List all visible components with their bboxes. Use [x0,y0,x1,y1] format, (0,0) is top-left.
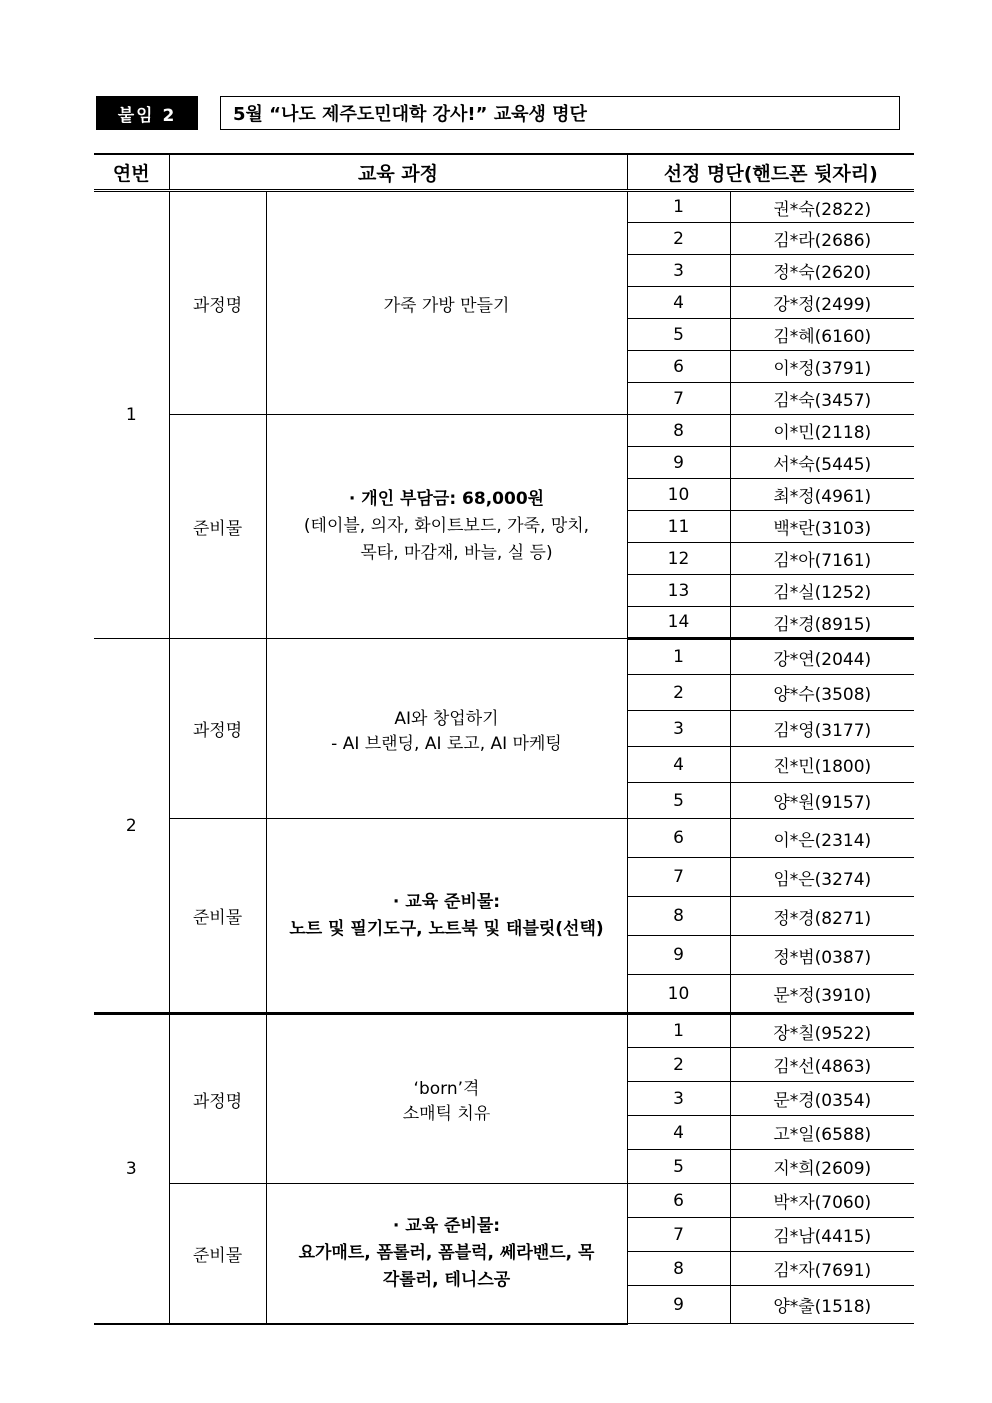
student-name: 문*정(3910) [730,975,914,1014]
table-row [94,1014,914,1048]
student-name: 서*숙(5445) [730,447,914,479]
table-row [94,819,914,858]
student-no: 5 [627,319,730,351]
table-header-row [94,154,914,191]
attachment-badge-text: 붙임 2 [117,105,177,126]
student-no: 12 [627,543,730,575]
student-no: 1 [627,191,730,223]
prep-content [266,819,627,1014]
prep-label: 준비물 [169,415,266,639]
prep-content [266,415,627,639]
header-no: 연번 [94,154,169,191]
student-no: 5 [627,783,730,819]
prep-line: 요가매트, 폼롤러, 폼블럭, 쎄라밴드, 목 [298,1242,595,1263]
student-no: 10 [627,975,730,1014]
student-name: 정*숙(2620) [730,255,914,287]
course-name [266,1014,627,1184]
student-no: 9 [627,447,730,479]
course-line: AI와 창업하기 [394,708,499,729]
student-name: 양*출(1518) [730,1286,914,1324]
prep-label: 준비물 [169,1184,266,1324]
student-no: 4 [627,287,730,319]
student-name: 김*숙(3457) [730,383,914,415]
student-no: 1 [627,639,730,675]
course-name [266,639,627,819]
prep-label: 준비물 [169,819,266,1014]
student-name: 임*은(3274) [730,858,914,897]
section-no: 2 [94,639,169,1014]
prep-line: (테이블, 의자, 화이트보드, 가죽, 망치, [303,516,590,536]
prep-line: · 교육 준비물: [392,891,501,912]
student-no: 3 [627,1082,730,1116]
student-no: 2 [627,675,730,711]
section-no: 1 [94,191,169,639]
student-name: 김*혜(6160) [730,319,914,351]
student-name: 강*연(2044) [730,639,914,675]
roster-table [94,153,914,1325]
document-title [220,96,900,130]
student-name: 문*경(0354) [730,1082,914,1116]
student-name: 이*민(2118) [730,415,914,447]
student-no: 8 [627,897,730,936]
student-name: 김*경(8915) [730,607,914,639]
student-no: 3 [627,711,730,747]
student-no: 2 [627,1048,730,1082]
student-no: 13 [627,575,730,607]
student-no: 10 [627,479,730,511]
student-no: 9 [627,1286,730,1324]
prep-line: · 교육 준비물: [392,1215,501,1236]
student-no: 7 [627,1218,730,1252]
course-line: 소매틱 치유 [402,1104,491,1124]
student-name: 강*정(2499) [730,287,914,319]
student-no: 11 [627,511,730,543]
prep-line: 노트 및 필기도구, 노트북 및 태블릿(선택) [289,918,604,939]
course-name: 가죽 가방 만들기 [266,191,627,415]
header-selected: 선정 명단(핸드폰 뒷자리) [627,154,914,191]
student-name: 김*자(7691) [730,1252,914,1286]
student-name: 박*자(7060) [730,1184,914,1218]
student-name: 백*란(3103) [730,511,914,543]
student-no: 6 [627,1184,730,1218]
prep-line: 목타, 마감재, 바늘, 실 등) [360,543,553,563]
student-no: 4 [627,1116,730,1150]
table-row [94,639,914,675]
course-line: ‘born’격 [413,1079,480,1099]
student-no: 2 [627,223,730,255]
student-name: 진*민(1800) [730,747,914,783]
section-no: 3 [94,1014,169,1324]
table-row [94,415,914,447]
student-name: 이*은(2314) [730,819,914,858]
attachment-badge [96,96,198,130]
student-no: 1 [627,1014,730,1048]
student-name: 김*실(1252) [730,575,914,607]
student-no: 6 [627,351,730,383]
student-name: 김*라(2686) [730,223,914,255]
student-name: 이*정(3791) [730,351,914,383]
student-name: 김*선(4863) [730,1048,914,1082]
student-no: 7 [627,383,730,415]
header-course: 교육 과정 [169,154,627,191]
prep-line: · 개인 부담금: 68,000원 [348,489,545,509]
course-label: 과정명 [169,639,266,819]
student-no: 8 [627,415,730,447]
student-name: 김*영(3177) [730,711,914,747]
student-name: 권*숙(2822) [730,191,914,223]
course-line: - AI 브랜딩, AI 로고, AI 마케팅 [331,733,562,754]
student-no: 14 [627,607,730,639]
student-name: 정*범(0387) [730,936,914,975]
student-no: 7 [627,858,730,897]
table-row [94,191,914,223]
student-name: 장*칠(9522) [730,1014,914,1048]
student-name: 양*수(3508) [730,675,914,711]
student-no: 4 [627,747,730,783]
document-title-text: 5월 “나도 제주도민대학 강사!” 교육생 명단 [233,104,587,125]
student-name: 지*희(2609) [730,1150,914,1184]
student-name: 최*정(4961) [730,479,914,511]
student-no: 5 [627,1150,730,1184]
student-name: 정*경(8271) [730,897,914,936]
course-label: 과정명 [169,191,266,415]
prep-content [266,1184,627,1324]
student-no: 9 [627,936,730,975]
prep-line: 각롤러, 테니스공 [382,1269,511,1290]
student-no: 6 [627,819,730,858]
student-no: 8 [627,1252,730,1286]
student-name: 김*아(7161) [730,543,914,575]
course-label: 과정명 [169,1014,266,1184]
table-row [94,1184,914,1218]
student-no: 3 [627,255,730,287]
student-name: 김*남(4415) [730,1218,914,1252]
student-name: 양*원(9157) [730,783,914,819]
student-name: 고*일(6588) [730,1116,914,1150]
